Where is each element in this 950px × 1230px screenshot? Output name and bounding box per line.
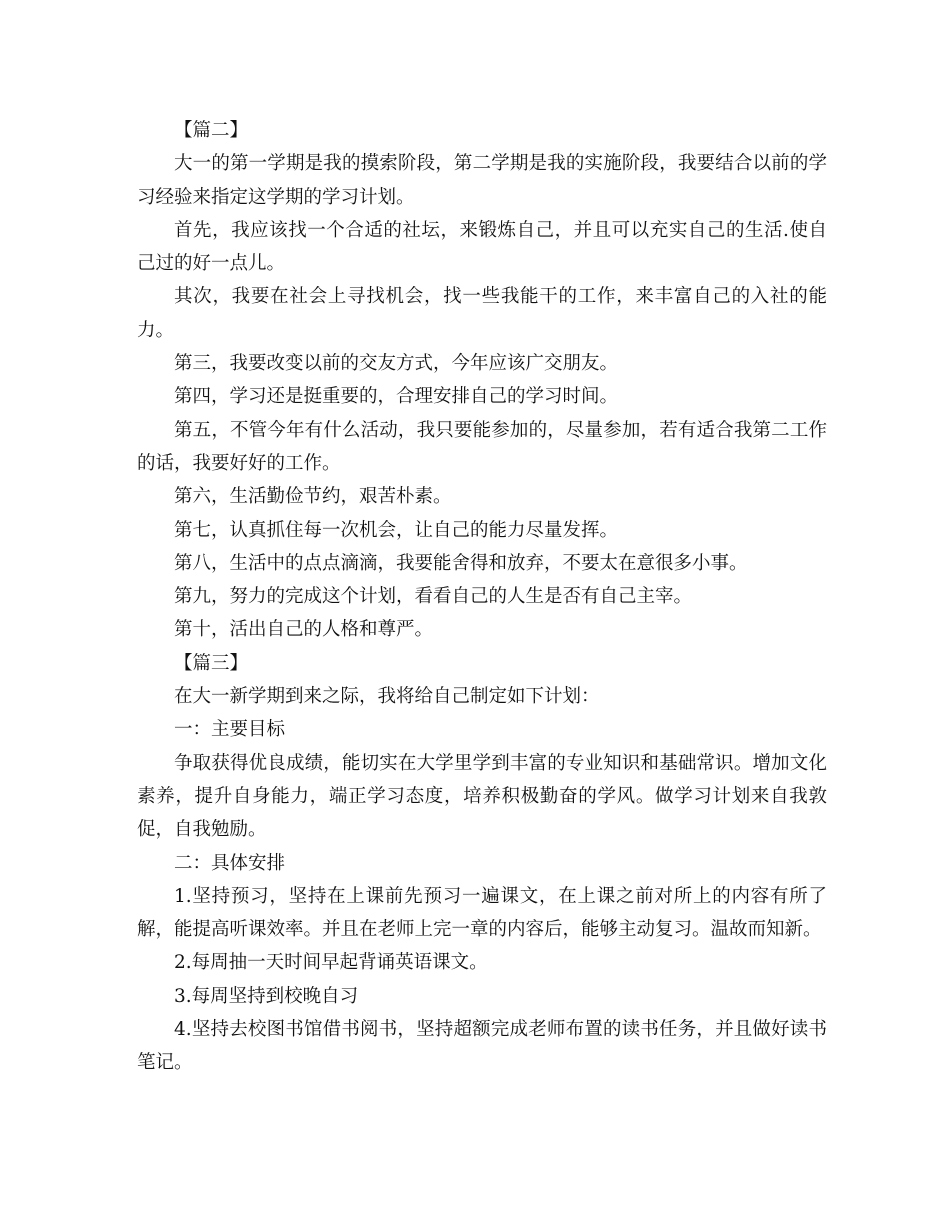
list-item: 4.坚持去校图书馆借书阅书，坚持超额完成老师布置的读书任务，并且做好读书笔记。: [137, 1019, 827, 1074]
paragraph: 第四，学习还是挺重要的，合理安排自己的学习时间。: [174, 386, 619, 408]
list-item: 2.每周抽一天时间早起背诵英语课文。: [174, 952, 488, 974]
paragraph: 第六，生活勤俭节约，艰苦朴素。: [174, 486, 452, 508]
paragraph: 大一的第一学期是我的摸索阶段，第二学期是我的实施阶段，我要结合以前的学习经验来指定这学期的学习计划。: [137, 153, 827, 208]
subheading-specific-plan: 二：具体安排: [174, 852, 286, 874]
subheading-main-goal: 一：主要目标: [174, 719, 286, 741]
paragraph: 第七，认真抓住每一次机会，让自己的能力尽量发挥。: [174, 519, 619, 541]
paragraph: 在大一新学期到来之际，我将给自己制定如下计划：: [174, 686, 600, 708]
paragraph: 第三，我要改变以前的交友方式，今年应该广交朋友。: [174, 353, 619, 375]
section-heading-part-two: 【篇二】: [174, 120, 249, 141]
paragraph: 争取获得优良成绩，能切实在大学里学到丰富的专业知识和基础常识。增加文化素养，提升自身能力，端正学习态度，培养积极勤奋的学风。做学习计划来自我敦促，自我勉励。: [137, 752, 827, 841]
list-item: 3.每周坚持到校晚自习: [174, 985, 359, 1007]
paragraph: 第八，生活中的点点滴滴，我要能舍得和放弃，不要太在意很多小事。: [174, 552, 748, 574]
paragraph: 其次，我要在社会上寻找机会，找一些我能干的工作，来丰富自己的入社的能力。: [137, 286, 827, 341]
document-body: [137, 114, 827, 1080]
list-item: 1.坚持预习，坚持在上课前先预习一遍课文，在上课之前对所上的内容有所了解，能提高听课效率。并且在老师上完一章的内容后，能够主动复习。温故而知新。: [137, 885, 827, 941]
paragraph: 第九，努力的完成这个计划，看看自己的人生是否有自己主宰。: [174, 586, 693, 608]
paragraph: 第十，活出自己的人格和尊严。: [174, 619, 434, 641]
section-heading-part-three: 【篇三】: [174, 652, 249, 674]
paragraph: 首先，我应该找一个合适的社坛，来锻炼自己，并且可以充实自己的生活.使自己过的好一点儿。: [137, 219, 827, 275]
paragraph: 第五，不管今年有什么活动，我只要能参加的，尽量参加，若有适合我第二工作的话，我要好好的工作。: [137, 419, 827, 474]
